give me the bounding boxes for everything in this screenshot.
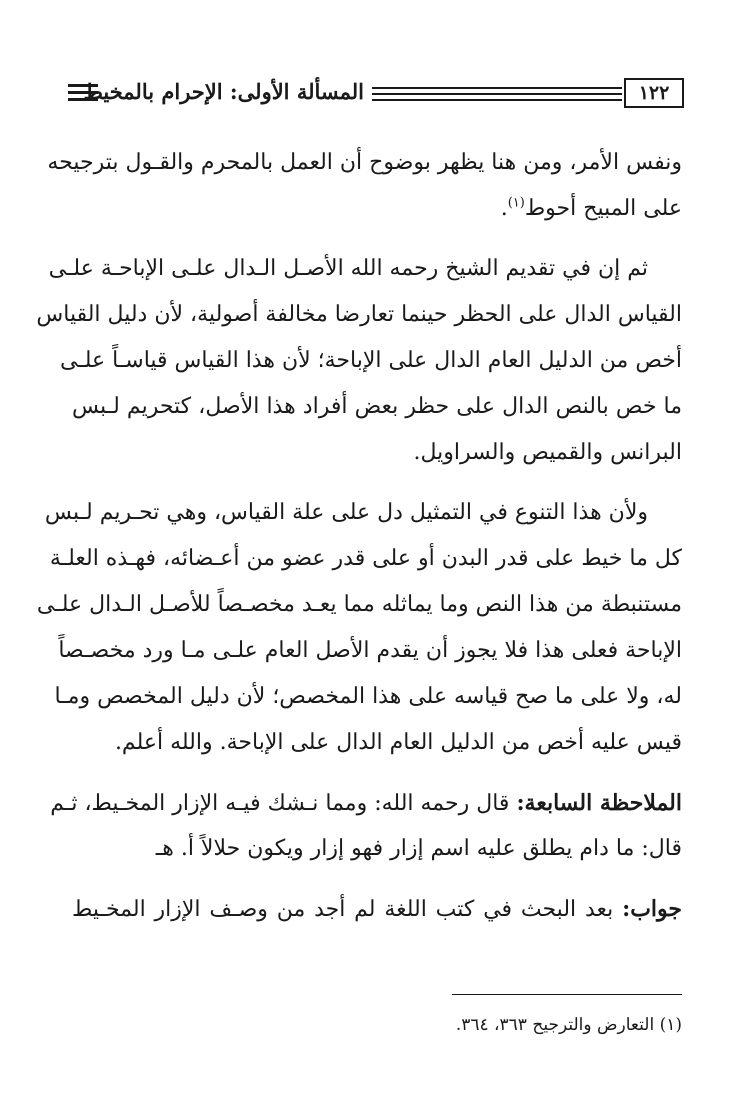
text-line: قال: ما دام يطلق عليه اسم إزار فهو إزار ويكون حلالاً أ. هـ [155, 836, 682, 861]
text-line: له، ولا على ما صح قياسه على هذا المخصص؛ لأن دليل المخصص ومـا [54, 684, 682, 709]
header-rule [372, 99, 622, 101]
text-line [72, 886, 682, 932]
text-line: القياس الدال على الحظر حينما تعارضا مخالفة أصولية، لأن دليل القياس [36, 302, 682, 327]
paragraph [36, 246, 682, 476]
body-text [36, 140, 682, 946]
text-line: البرانس والقميص والسراويل. [413, 440, 682, 465]
text-fragment: قال رحمه الله: ومما نـشك فيـه الإزار المخـيط، ثـم [50, 791, 510, 816]
text-line: كل ما خيط على قدر البدن أو على قدر عضو من أعـضائه، فهـذه العلـة [49, 546, 682, 571]
chapter-title: المسألة الأولى: الإحرام بالمخيط [83, 79, 364, 104]
page-number: ١٢٢ [624, 78, 684, 108]
paragraph [47, 140, 682, 232]
page-header [62, 74, 684, 114]
text-fragment: بعد البحث في كتب اللغة لم أجد من وصـف الإزار المخـيط [72, 897, 614, 922]
text-line [72, 186, 682, 232]
text-line: ما خص بالنص الدال على حظر بعض أفراد هذا الأصل، كتحريم لـبس [72, 394, 682, 419]
paragraph [50, 780, 682, 872]
footnote-rule [452, 994, 682, 995]
text-line: ولأن هذا التنوع في التمثيل دل على علة القياس، وهي تحـريم لـبس [44, 500, 648, 525]
footnote-ref: (١) [507, 195, 525, 211]
text-line: ثم إن في تقديم الشيخ رحمه الله الأصـل الـدال علـى الإباحـة علـى [48, 256, 648, 281]
answer-label: جواب: [622, 896, 682, 922]
header-ornament [68, 84, 98, 104]
text-line: أخص من الدليل العام الدال على الإباحة؛ لأن هذا القياس قياسـاً علـى [59, 348, 682, 373]
paragraph [36, 490, 682, 766]
footnote: (١) التعارض والترجيح ٣٦٣، ٣٦٤. [455, 1015, 682, 1035]
text-line: مستنبطة من هذا النص وما يماثله مما يعـد مخصـصاً للأصـل الـدال علـى [36, 592, 682, 617]
paragraph [72, 886, 682, 932]
text-line: قيس عليه أخص من الدليل العام الدال على الإباحة. والله أعلم. [114, 730, 682, 755]
text-line: الإباحة فعلى هذا فلا يجوز أن يقدم الأصل العام علـى مـا ورد مخصـصاً [58, 638, 682, 663]
text-line [50, 780, 682, 826]
text-line: ونفس الأمر، ومن هنا يظهر بوضوح أن العمل بالمحرم والقـول بترجيحه [47, 150, 682, 175]
header-rule [372, 93, 622, 95]
text-fragment: على المبيح أحوط [524, 196, 682, 221]
text-fragment: . [500, 196, 508, 221]
header-rule [372, 87, 622, 89]
note-label: الملاحظة السابعة: [516, 790, 682, 816]
